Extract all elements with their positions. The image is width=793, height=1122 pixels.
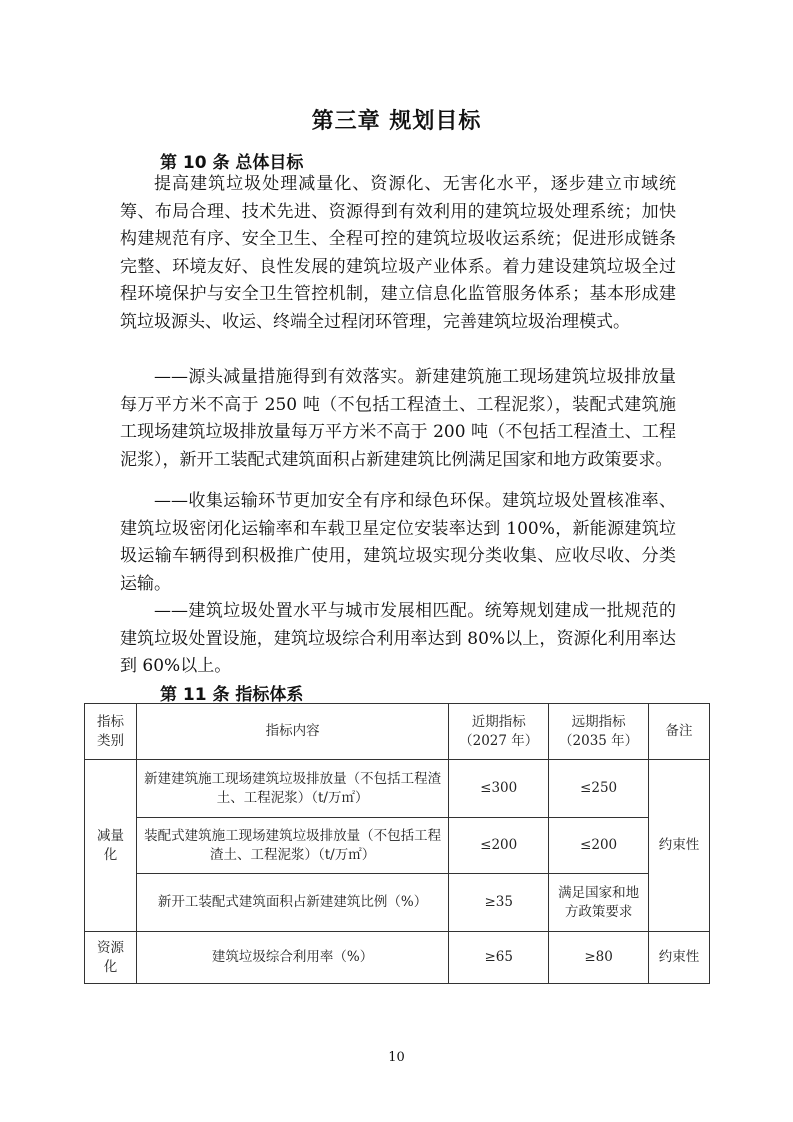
note-cell: 约束性 [649, 760, 710, 932]
paragraph-disposal-level: ——建筑垃圾处置水平与城市发展相匹配。统筹规划建成一批规范的建筑垃圾处置设施，建筑垃圾综合利用率达到 80%以上，资源化利用率达到 60%以上。 [120, 601, 676, 677]
table-row [85, 874, 710, 932]
indicator-table [84, 703, 710, 984]
header-note: 备注 [649, 704, 710, 760]
header-long-term: 远期指标（2035 年） [549, 704, 649, 760]
table-row [85, 818, 710, 874]
note-cell: 约束性 [649, 932, 710, 984]
near-value-cell: ≤200 [449, 818, 549, 874]
header-category: 指标类别 [85, 704, 137, 760]
paragraph-collection-transport: ——收集运输环节更加安全有序和绿色环保。建筑垃圾处置核准率、建筑垃圾密闭化运输率和车载卫星定位安装率达到 100%，新能源建筑垃圾运输车辆得到积极推广使用，建筑垃圾实现分类收集、应收尽收、分类运输。 [120, 491, 676, 594]
near-value-cell: ≥65 [449, 932, 549, 984]
table-row [85, 932, 710, 984]
paragraph-overall-goal: 提高建筑垃圾处理减量化、资源化、无害化水平，逐步建立市域统筹、布局合理、技术先进、资源得到有效利用的建筑垃圾处理系统；加快构建规范有序、安全卫生、全程可控的建筑垃圾收运系统；促进形成链条完整、环境友好、良性发展的建筑垃圾产业体系。着力建设建筑垃圾全过程环境保护与安全卫生管控机制，建立信息化监管服务体系；基本形成建筑垃圾源头、收运、终端全过程闭环管理，完善建筑垃圾治理模式。 [120, 174, 676, 332]
far-value-cell: ≥80 [549, 932, 649, 984]
chapter-title: 第三章 规划目标 [311, 109, 482, 134]
category-cell: 资源化 [85, 932, 137, 984]
far-value-cell: ≤200 [549, 818, 649, 874]
article-10-heading: 第 10 条 总体目标 [160, 153, 304, 173]
page-number: 10 [388, 1050, 405, 1065]
article-11-heading: 第 11 条 指标体系 [160, 685, 304, 705]
content-cell: 新开工装配式建筑面积占新建建筑比例（%） [136, 874, 448, 932]
far-value-cell: 满足国家和地方政策要求 [549, 874, 649, 932]
far-value-cell: ≤250 [549, 760, 649, 818]
near-value-cell: ≥35 [449, 874, 549, 932]
header-content: 指标内容 [136, 704, 448, 760]
paragraph-source-reduction: ——源头减量措施得到有效落实。新建建筑施工现场建筑垃圾排放量每万平方米不高于 250 吨（不包括工程渣土、工程泥浆），装配式建筑施工现场建筑垃圾排放量每万平方米不高于 200 吨（不包括工程渣土、工程泥浆），新开工装配式建筑面积占新建建筑比例满足国家和地方政策要求。 [120, 367, 676, 470]
near-value-cell: ≤300 [449, 760, 549, 818]
header-near-term: 近期指标（2027 年） [449, 704, 549, 760]
table-header-row [85, 704, 710, 760]
table-row [85, 760, 710, 818]
content-cell: 建筑垃圾综合利用率（%） [136, 932, 448, 984]
category-cell: 减量化 [85, 760, 137, 932]
content-cell: 装配式建筑施工现场建筑垃圾排放量（不包括工程渣土、工程泥浆）（t/万㎡） [136, 818, 448, 874]
content-cell: 新建建筑施工现场建筑垃圾排放量（不包括工程渣土、工程泥浆）（t/万㎡） [136, 760, 448, 818]
